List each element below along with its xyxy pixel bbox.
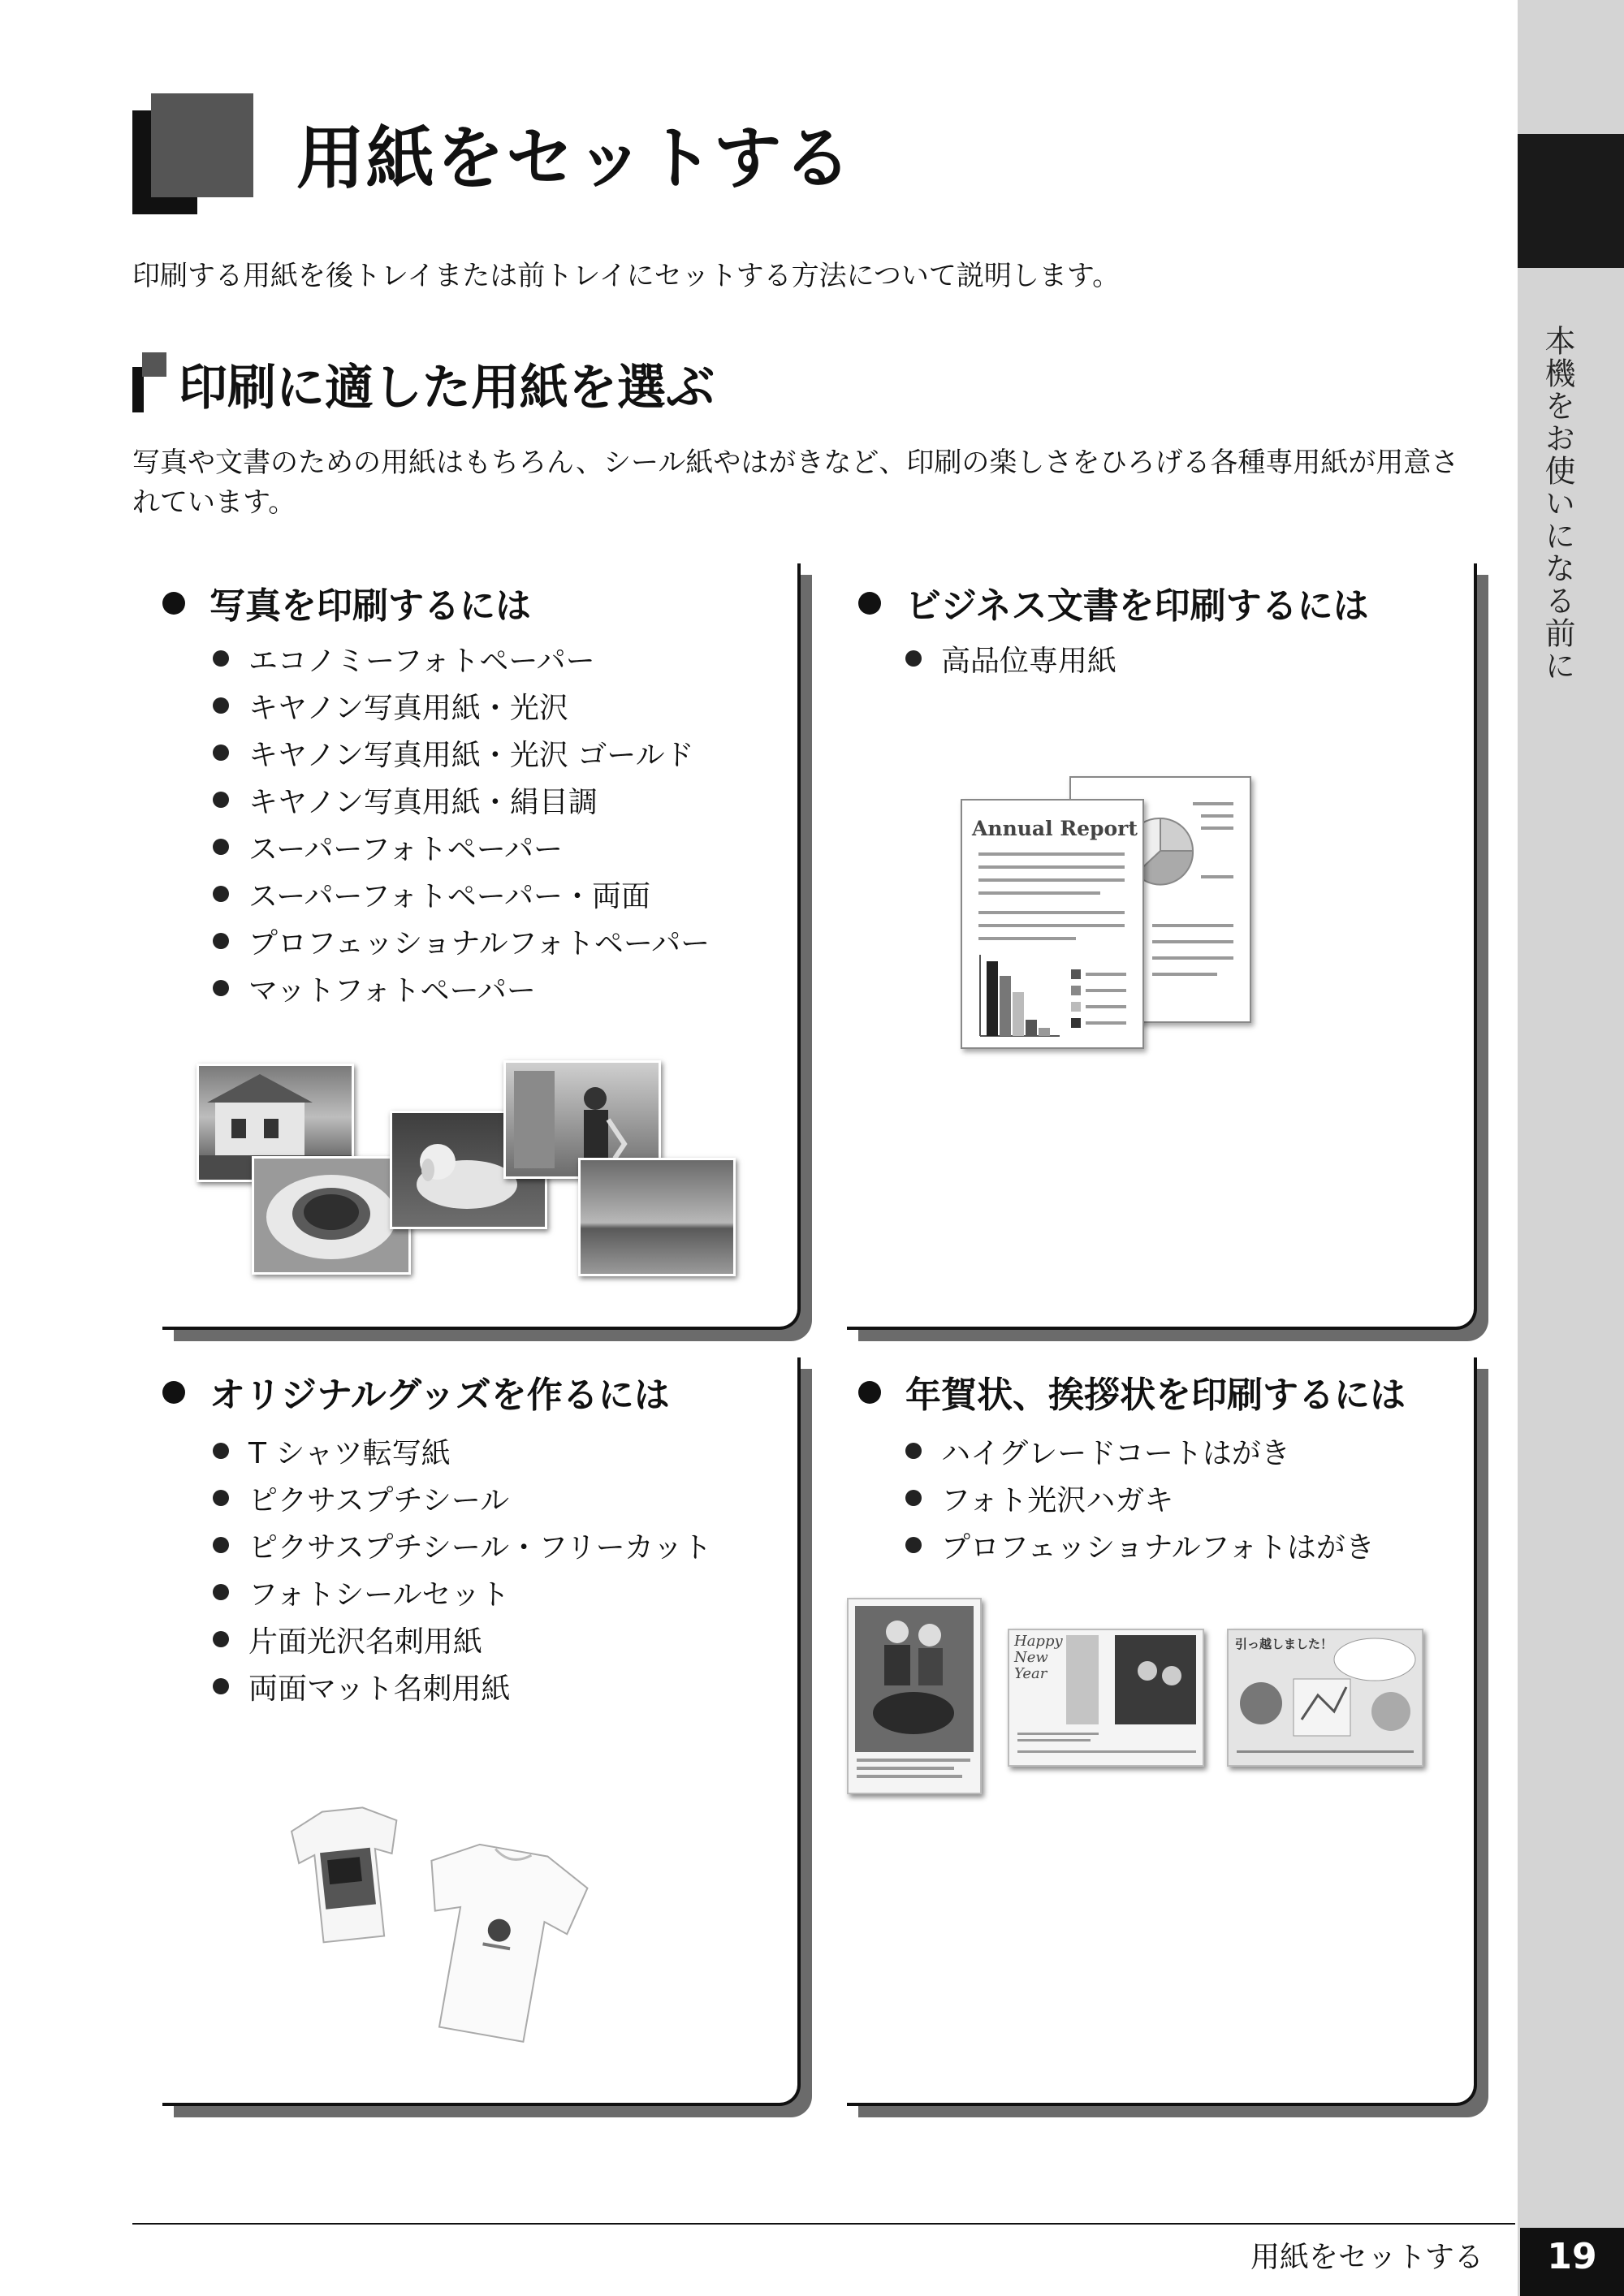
card-heading: 引っ越しました！: [1235, 1637, 1333, 1651]
landscape-photo: [578, 1158, 736, 1276]
list-item: フォト光沢ハガキ: [905, 1478, 1375, 1525]
page-number: 19: [1547, 2236, 1597, 2277]
list-item: キヤノン写真用紙・光沢: [213, 685, 710, 732]
list-item: ピクサスプチシール・フリーカット: [213, 1525, 712, 1572]
tshirt-illustration: [281, 1801, 622, 2044]
paper-list: [213, 1431, 712, 1713]
list-item: 片面光沢名刺用紙: [213, 1619, 712, 1666]
card-word: New: [1014, 1649, 1048, 1666]
section-marker: [142, 352, 166, 377]
paper-list: [905, 638, 1116, 685]
list-item: キヤノン写真用紙・絹目調: [213, 779, 710, 826]
list-item: プロフェッショナルフォトはがき: [905, 1525, 1375, 1572]
postcard-family: [847, 1598, 982, 1794]
list-item: エコノミーフォトペーパー: [213, 638, 710, 685]
card-photo: [162, 563, 801, 1330]
list-item: ハイグレードコートはがき: [905, 1431, 1375, 1478]
list-item: 高品位専用紙: [905, 638, 1116, 685]
intro-text: 印刷する用紙を後トレイまたは前トレイにセットする方法について説明します。: [132, 260, 1121, 292]
list-item: キヤノン写真用紙・光沢 ゴールド: [213, 732, 710, 779]
postcard-new-year: [1008, 1629, 1204, 1767]
footer-rule: [132, 2223, 1515, 2225]
footer-section-name: 用紙をセットする: [1250, 2241, 1484, 2274]
side-tab-marker: [1518, 134, 1624, 268]
list-item: プロフェッショナルフォトペーパー: [213, 921, 710, 968]
report-title: Annual Report: [972, 817, 1138, 840]
list-item: スーパーフォトペーパー: [213, 826, 710, 874]
list-item: T シャツ転写紙: [213, 1431, 712, 1478]
card-title: オリジナルグッズを作るには: [162, 1366, 670, 1418]
card-goods: [162, 1357, 801, 2106]
card-title: 写真を印刷するには: [162, 576, 531, 628]
page-title: 用紙をセットする: [296, 119, 853, 198]
list-item: フォトシールセット: [213, 1572, 712, 1619]
paper-list: [905, 1431, 1375, 1572]
paper-list: [213, 638, 710, 1015]
section-body: 写真や文書のための用紙はもちろん、シール紙やはがきなど、印刷の楽しさをひろげる各種専用紙が用意されています。: [132, 447, 1459, 519]
list-item: スーパーフォトペーパー・両面: [213, 874, 710, 921]
side-tab-label: 本機をお使いになる前に: [1540, 325, 1575, 682]
report-front-page: [961, 799, 1144, 1049]
postcard-moving: [1227, 1629, 1423, 1767]
section-title: 印刷に適した用紙を選ぶ: [179, 360, 715, 416]
card-business: [847, 563, 1477, 1330]
card-title: 年賀状、挨拶状を印刷するには: [858, 1366, 1406, 1418]
list-item: 両面マット名刺用紙: [213, 1666, 712, 1713]
list-item: マットフォトペーパー: [213, 968, 710, 1015]
title-marker: [151, 93, 253, 197]
card-greeting: [847, 1357, 1477, 2106]
food-photo: [252, 1156, 411, 1275]
card-word: Happy: [1014, 1633, 1063, 1650]
card-title: ビジネス文書を印刷するには: [858, 576, 1369, 628]
card-word: Year: [1014, 1665, 1047, 1682]
list-item: ピクサスプチシール: [213, 1478, 712, 1525]
